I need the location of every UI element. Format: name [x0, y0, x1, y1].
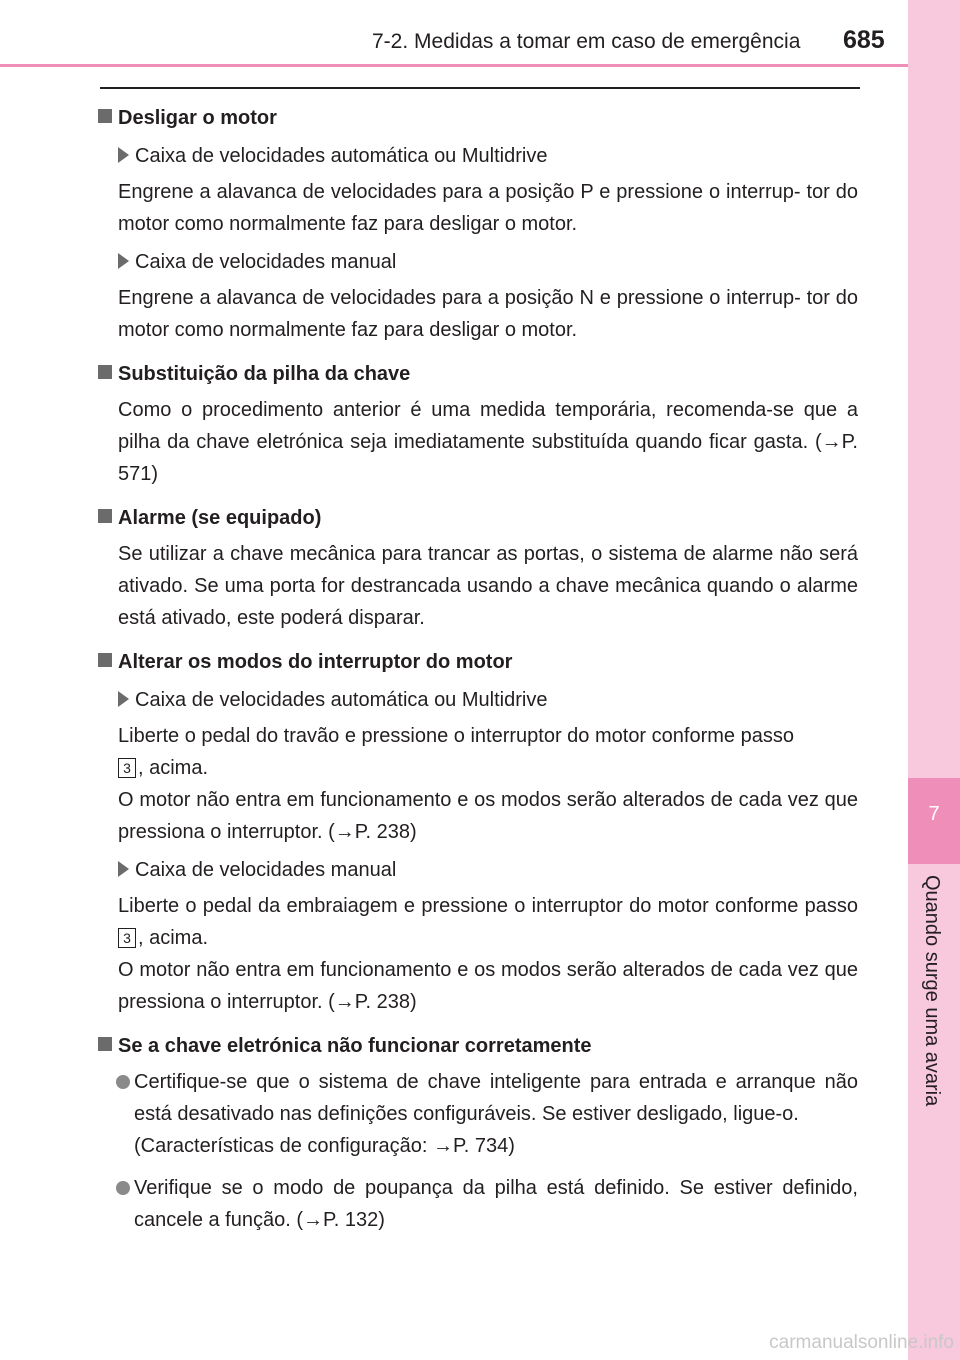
list-item: Verifique se o modo de poupança da pilha está definido. Se estiver definido, cancele a função. (→P. 132) — [98, 1172, 858, 1236]
step-number-box: 3 — [118, 928, 136, 948]
watermark: carmanualsonline.info — [769, 1332, 954, 1353]
paragraph: Engrene a alavanca de velocidades para a posição N e pressione o interrup- tor do motor como normalmente faz para desligar o motor. — [118, 287, 858, 341]
subheading: Caixa de velocidades automática ou Multidrive — [98, 140, 858, 172]
triangle-bullet-icon — [118, 691, 129, 707]
section-heading: Substituição da pilha da chave — [98, 358, 858, 390]
chapter-title: Quando surge uma avaria — [921, 875, 943, 1107]
triangle-bullet-icon — [118, 253, 129, 269]
paragraph: Liberte o pedal do travão e pressione o interruptor do motor conforme passo 3 , acima. O motor não entra em funcionamento e os modos serão alterados de cada vez que pressiona o interruptor. (→P. 238) — [118, 725, 858, 843]
content-divider — [100, 87, 860, 89]
triangle-bullet-icon — [118, 861, 129, 877]
square-bullet-icon — [98, 365, 112, 379]
square-bullet-icon — [98, 1037, 112, 1051]
paragraph: Se utilizar a chave mecânica para trancar as portas, o sistema de alarme não será ativado. Se uma porta for destrancada usando a chave mecânica quando o alarme está ativado, este poderá disparar. — [118, 543, 858, 629]
paragraph: Engrene a alavanca de velocidades para a posição P e pressione o interrup- tor do motor como normalmente faz para desligar o motor. — [118, 181, 858, 235]
paragraph: Liberte o pedal da embraiagem e pressione o interruptor do motor conforme passo 3 , acima. O motor não entra em funcionamento e os modos serão alterados de cada vez que pressiona o interruptor. (→P. 238) — [118, 895, 858, 1013]
subheading: Caixa de velocidades manual — [98, 854, 858, 886]
subheading: Caixa de velocidades automática ou Multidrive — [98, 684, 858, 716]
paragraph: Como o procedimento anterior é uma medida temporária, recomenda-se que a pilha da chave eletrónica seja imediatamente substituída quando ficar gasta. (→P. 571) — [118, 399, 858, 485]
section-heading: Desligar o motor — [98, 102, 858, 134]
square-bullet-icon — [98, 109, 112, 123]
list-item: Certifique-se que o sistema de chave inteligente para entrada e arranque não está desativado nas definições configuráveis. Se estiver desligado, ligue-o. (Características de configuração: →P. 734) — [98, 1066, 858, 1162]
section-heading: Se a chave eletrónica não funcionar corretamente — [98, 1030, 858, 1062]
section-heading: Alarme (se equipado) — [98, 502, 858, 534]
page-content — [98, 98, 858, 1236]
circle-bullet-icon — [116, 1075, 130, 1089]
header-divider — [0, 64, 908, 67]
triangle-bullet-icon — [118, 147, 129, 163]
section-heading: Alterar os modos do interruptor do motor — [98, 646, 858, 678]
subheading: Caixa de velocidades manual — [98, 246, 858, 278]
header-section-title: 7-2. Medidas a tomar em caso de emergência — [372, 30, 801, 53]
square-bullet-icon — [98, 653, 112, 667]
chapter-number: 7 — [928, 803, 940, 825]
square-bullet-icon — [98, 509, 112, 523]
page-number: 685 — [843, 26, 885, 54]
side-tab — [908, 0, 960, 1360]
circle-bullet-icon — [116, 1181, 130, 1195]
step-number-box: 3 — [118, 758, 136, 778]
